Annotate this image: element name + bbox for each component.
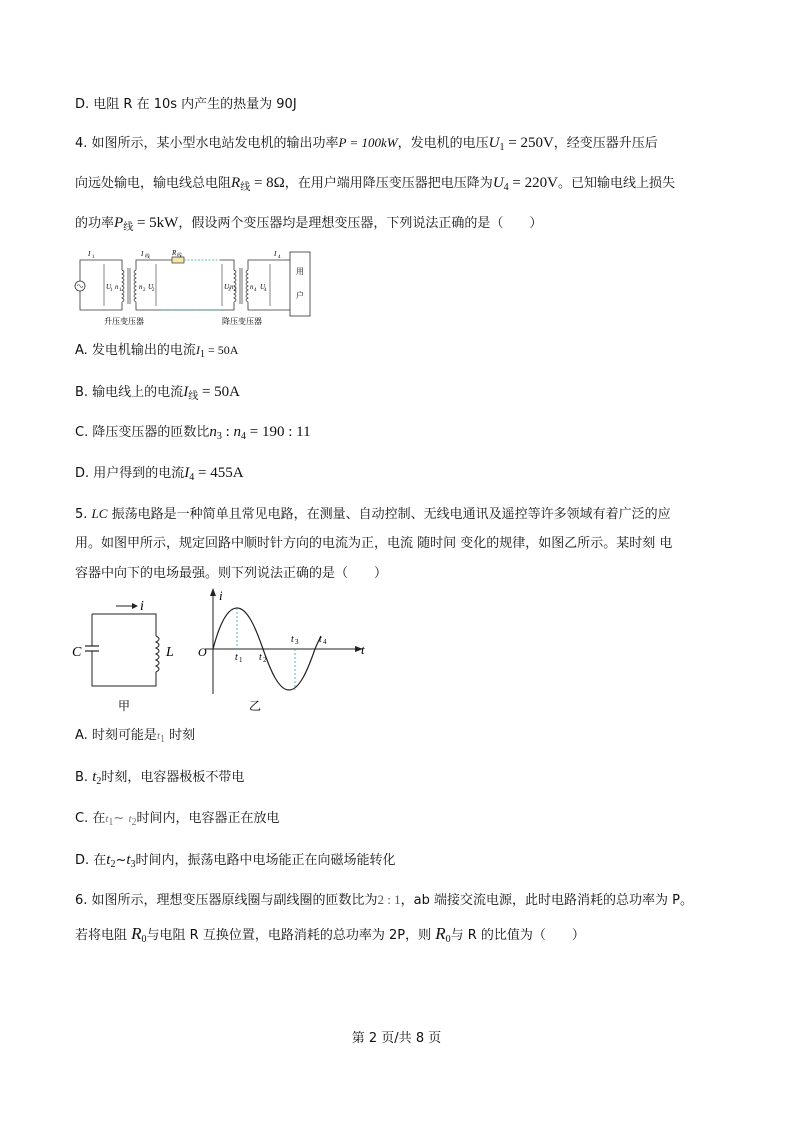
q5-line-3: 容器中向下的电场最强。则下列说法正确的是（ ）	[75, 566, 388, 581]
q5-line-1: 5. LC 振荡电路是一种简单且常见电路，在测量、自动控制、无线电通讯及遥控等许多领域有着广泛的应	[75, 506, 671, 522]
q4-line-1: 4. 如图所示，某小型水电站发电机的输出功率P = 100kW，发电机的电压$U_1 = 250V$，经变压器升压后	[75, 135, 658, 153]
svg-text:4: 4	[254, 288, 257, 293]
prev-option-d: D. 电阻 R 在 10s 内产生的热量为 90J	[75, 97, 297, 112]
svg-text:i: i	[140, 599, 144, 614]
q4-transmission-diagram	[72, 244, 312, 328]
q6-line-2: 若将电阻 $R_0$与电阻 R 互换位置，电路消耗的总功率为 2P，则 $R_0$与 R 的比值为（ ）	[75, 924, 585, 945]
inductor-coil	[156, 636, 159, 672]
svg-text:3: 3	[234, 288, 237, 293]
svg-text:I: I	[274, 250, 277, 258]
svg-text:n: n	[115, 283, 119, 291]
svg-text:R: R	[172, 249, 177, 257]
q4-option-c[interactable]: C. 降压变压器的匝数比$n_3$ : $n_4 = 190$ : 11	[75, 424, 311, 442]
q4-line-2: 向远处输电，输电线总电阻$R_线 = 8\Omega$，在用户端用降压变压器把电压降为$U_4 = 220V$。已知输电线上损失	[75, 175, 675, 193]
svg-text:U: U	[260, 283, 266, 291]
svg-text:n: n	[139, 283, 143, 291]
svg-text:线: 线	[177, 254, 183, 259]
svg-text:3: 3	[295, 638, 299, 646]
svg-text:U: U	[224, 283, 230, 291]
svg-text:t: t	[291, 634, 294, 645]
q5-current-time-graph	[195, 586, 370, 716]
svg-text:C: C	[72, 645, 82, 660]
svg-text:t: t	[235, 652, 238, 663]
page-footer: 第 2 页/共 8 页	[351, 1031, 442, 1046]
svg-text:2: 2	[143, 288, 146, 293]
svg-text:3: 3	[228, 288, 231, 293]
svg-text:U: U	[106, 283, 112, 291]
svg-text:升压变压器: 升压变压器	[104, 317, 144, 326]
svg-text:1: 1	[110, 288, 113, 293]
svg-text:用: 用	[296, 267, 304, 276]
svg-text:t: t	[319, 634, 322, 645]
svg-text:降压变压器: 降压变压器	[222, 317, 262, 326]
svg-text:线: 线	[145, 255, 151, 260]
q6-line-1: 6. 如图所示，理想变压器原线圈与副线圈的匝数比为2 : 1，ab 端接交流电源，此时电路消耗的总功率为 P。	[75, 892, 693, 908]
svg-text:4: 4	[278, 255, 281, 260]
svg-text:1: 1	[92, 255, 95, 260]
svg-text:2: 2	[263, 656, 267, 664]
svg-text:1: 1	[239, 656, 243, 664]
svg-text:4: 4	[264, 288, 267, 293]
q5-line-2: 用。如图甲所示，规定回路中顺时针方向的电流为正，电流 随时间 变化的规律，如图乙所示。某时刻 电	[75, 536, 673, 551]
q5-option-c[interactable]: C. 在$t_1\sim$ $t_2$时间内，电容器正在放电	[75, 811, 280, 828]
svg-text:4: 4	[323, 638, 327, 646]
svg-text:乙: 乙	[249, 699, 262, 713]
svg-text:t: t	[259, 652, 262, 663]
svg-text:U: U	[148, 283, 154, 291]
svg-text:I: I	[88, 250, 91, 258]
svg-text:n: n	[250, 283, 254, 291]
svg-text:2: 2	[152, 288, 155, 293]
svg-text:甲: 甲	[118, 699, 131, 713]
svg-text:i: i	[219, 588, 223, 603]
svg-text:户: 户	[296, 291, 304, 300]
q5-option-a[interactable]: A. 时刻可能是$t_1$ 时刻	[75, 728, 196, 745]
q4-option-d[interactable]: D. 用户得到的电流$I_4 = 455A$	[75, 465, 244, 483]
q5-option-b[interactable]: B. $t_2$时刻，电容器极板不带电	[75, 769, 245, 787]
q4-option-a[interactable]: A. 发电机输出的电流$I_1 = 50A$	[75, 343, 239, 360]
q4-option-b[interactable]: B. 输电线上的电流$I_线 = 50A$	[75, 384, 240, 402]
q5-option-d[interactable]: D. 在$t_2\sim t_3$时间内，振荡电路中电场能正在向磁场能转化	[75, 852, 396, 870]
svg-text:L: L	[166, 645, 174, 660]
svg-text:n: n	[230, 283, 234, 291]
svg-text:I: I	[141, 250, 144, 258]
q4-line-3: 的功率$P_线 = 5kW$，假设两个变压器均是理想变压器，下列说法正确的是（ ）	[75, 215, 543, 233]
q5-lc-circuit-diagram	[70, 596, 190, 714]
user-box	[290, 252, 310, 316]
svg-text:1: 1	[119, 288, 122, 293]
svg-text:t: t	[361, 642, 365, 657]
svg-text:O: O	[198, 645, 207, 659]
